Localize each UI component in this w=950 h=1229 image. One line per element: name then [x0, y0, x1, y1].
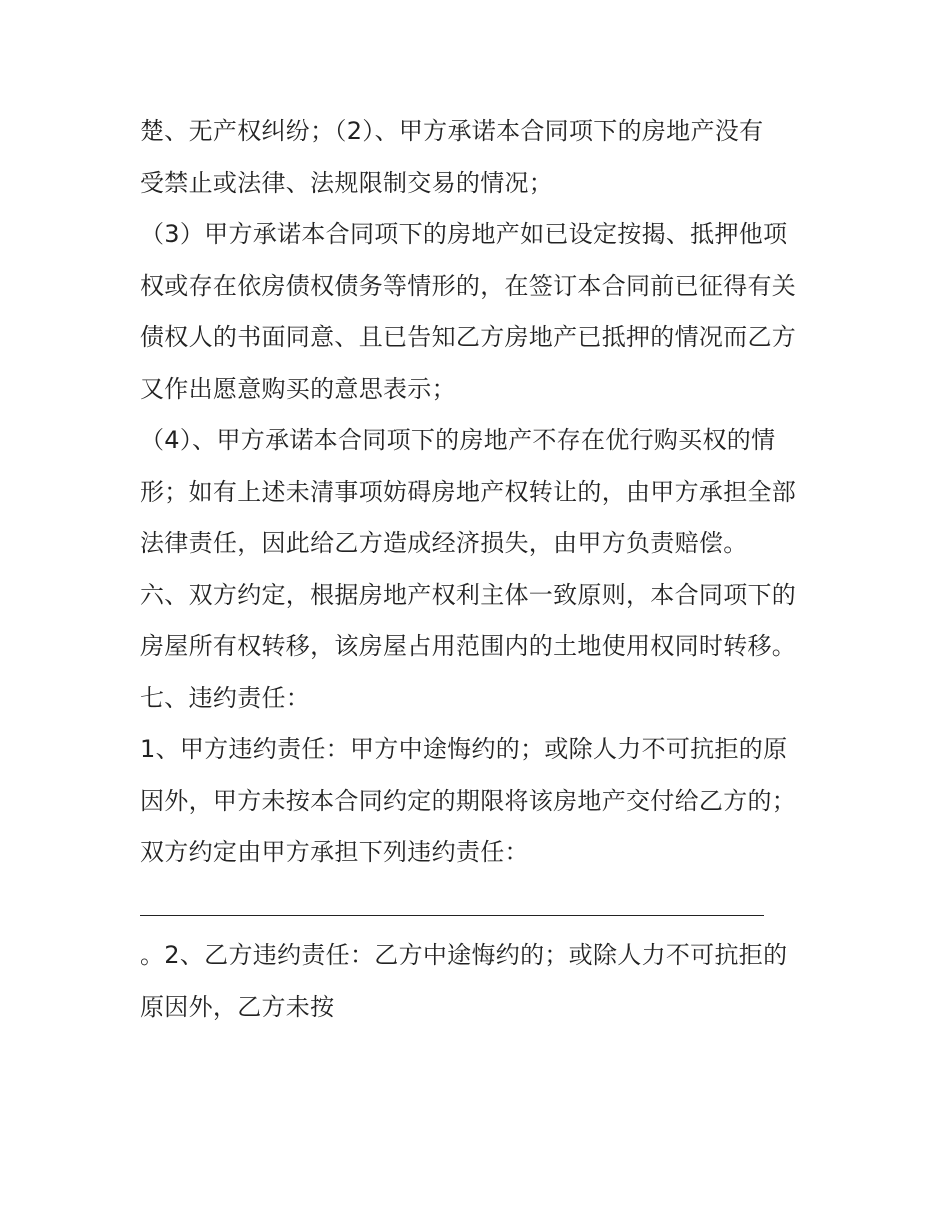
document-body — [140, 106, 820, 1033]
text-line: 又作出愿意购买的意思表示； — [140, 374, 456, 403]
section-heading: 七、违约责任： — [140, 683, 311, 712]
text-line: （3）甲方承诺本合同项下的房地产如已设定按揭、抵押他项 — [140, 220, 788, 248]
text-line: 债权人的书面同意、且已告知乙方房地产已抵押的情况而乙方 — [140, 323, 797, 351]
text-line: 原因外，乙方未按 — [140, 992, 335, 1021]
text-line: 房屋所有权转移，该房屋占用范围内的土地使用权同时转移。 — [140, 632, 797, 660]
text-line: 1、甲方违约责任：甲方中途悔约的；或除人力不可抗拒的原 — [140, 735, 788, 763]
text-line: 形；如有上述未清事项妨碍房地产权转让的，由甲方承担全部 — [140, 477, 797, 506]
blank-underline — [140, 915, 764, 916]
text-line: 楚、无产权纠纷；（2）、甲方承诺本合同项下的房地产没有 — [140, 117, 764, 145]
text-line: 六、双方约定，根据房地产权利主体一致原则，本合同项下的 — [140, 580, 797, 609]
text-line: 双方约定由甲方承担下列违约责任： — [140, 838, 529, 866]
text-line: 因外，甲方未按本合同约定的期限将该房地产交付给乙方的； — [140, 786, 797, 815]
fill-in-blank — [140, 879, 820, 931]
text-line: 权或存在依房债权债务等情形的，在签订本合同前已征得有关 — [140, 271, 797, 300]
text-line: 法律责任，因此给乙方造成经济损失，由甲方负责赔偿。 — [140, 529, 748, 557]
text-line: 受禁止或法律、法规限制交易的情况； — [140, 168, 554, 197]
text-line: （4）、甲方承诺本合同项下的房地产不存在优行购买权的情 — [140, 426, 776, 454]
text-line: 。2、乙方违约责任：乙方中途悔约的；或除人力不可抗拒的 — [140, 941, 788, 969]
